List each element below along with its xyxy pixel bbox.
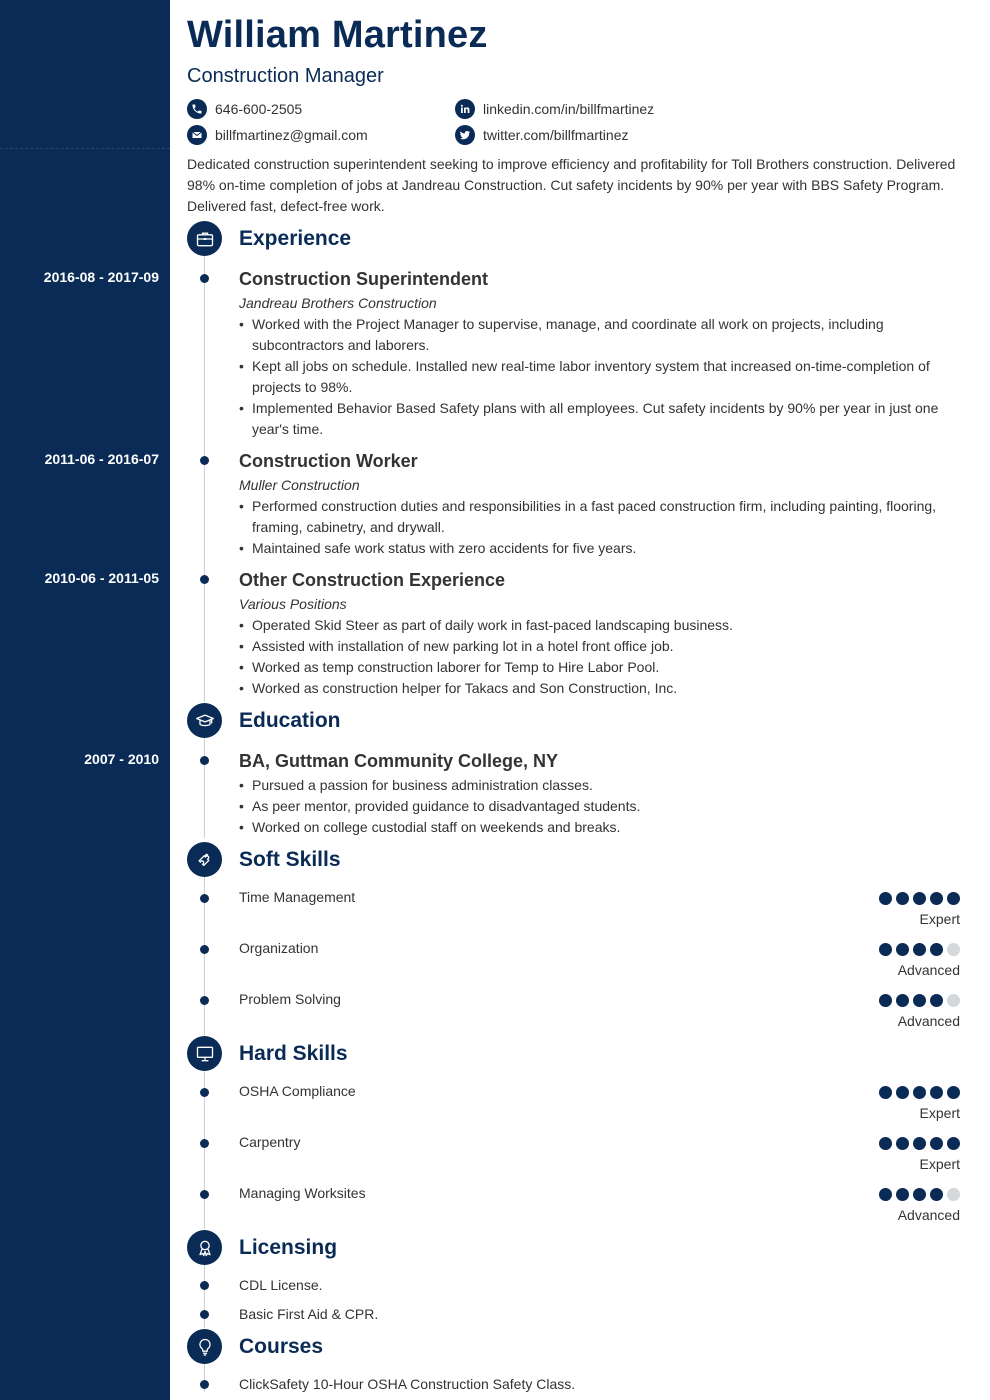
skill-name: Organization — [239, 940, 319, 956]
timeline-dot — [200, 274, 209, 283]
rating-dot-filled — [913, 994, 926, 1007]
entry-company-experience-3: Various Positions — [239, 596, 347, 612]
contact-email[interactable] — [187, 125, 368, 145]
rating-dot-filled — [913, 1086, 926, 1099]
skill-rating — [879, 994, 960, 1007]
entry-company-experience-1: Jandreau Brothers Construction — [239, 295, 437, 311]
rating-dot-filled — [930, 994, 943, 1007]
phone-icon — [187, 99, 207, 119]
twitter-icon — [455, 125, 475, 145]
contact-twitter[interactable] — [455, 125, 628, 145]
rating-dot-filled — [930, 1086, 943, 1099]
timeline-line — [204, 256, 205, 702]
rating-dot-filled — [896, 892, 909, 905]
rating-dot-filled — [913, 1188, 926, 1201]
monitor-icon — [187, 1036, 222, 1071]
list-item: • As peer mentor, provided guidance to disadvantaged students. — [239, 796, 959, 817]
rating-dot-filled — [896, 1188, 909, 1201]
entry-bullets-experience-3 — [239, 615, 959, 699]
briefcase-icon — [187, 221, 222, 256]
skill-name: Problem Solving — [239, 991, 341, 1007]
lightbulb-icon — [187, 1329, 222, 1364]
course-item: ClickSafety 10-Hour OSHA Construction Safety Class. — [239, 1376, 576, 1392]
date-education-1: 2007 - 2010 — [84, 751, 159, 767]
entry-title-experience-1: Construction Superintendent — [239, 269, 488, 289]
license-item: CDL License. — [239, 1277, 323, 1293]
rating-dot-filled — [879, 1086, 892, 1099]
rating-dot-filled — [947, 1137, 960, 1150]
timeline-dot — [200, 1190, 209, 1199]
contact-twitter-text: twitter.com/billfmartinez — [483, 127, 629, 143]
rating-dot-filled — [879, 943, 892, 956]
skill-level: Expert — [919, 1105, 960, 1121]
puzzle-icon — [187, 842, 222, 877]
skill-level: Expert — [919, 911, 960, 927]
skill-name: OSHA Compliance — [239, 1083, 356, 1099]
contact-phone-text: 646-600-2505 — [215, 101, 303, 117]
candidate-name: William Martinez — [187, 14, 488, 56]
sidebar — [0, 0, 170, 1400]
entry-bullets-education-1 — [239, 775, 959, 838]
contact-email-text: billfmartinez@gmail.com — [215, 127, 368, 143]
rating-dot-filled — [879, 1188, 892, 1201]
timeline-dot — [200, 1310, 209, 1319]
timeline-dot — [200, 456, 209, 465]
skill-rating — [879, 892, 960, 905]
list-item: • Assisted with installation of new parking lot in a hotel front office job. — [239, 636, 959, 657]
skill-rating — [879, 943, 960, 956]
list-item: • Performed construction duties and responsibilities in a fast paced construction firm, including painting, flooring, framing, cabinetry, and drywall. — [239, 496, 959, 538]
list-item: • Worked as temp construction laborer for Temp to Hire Labor Pool. — [239, 657, 959, 678]
rating-dot-filled — [879, 1137, 892, 1150]
rating-dot-filled — [896, 1086, 909, 1099]
entry-bullets-experience-1 — [239, 314, 959, 440]
list-item: • Maintained safe work status with zero accidents for five years. — [239, 538, 959, 559]
skill-level: Expert — [919, 1156, 960, 1172]
rating-dot-filled — [913, 943, 926, 956]
profile-summary: Dedicated construction superintendent seeking to improve efficiency and profitability for Toll Brothers construction. Delivered 98% on-time completion of jobs at Jandreau Construction. Cut safety incidents by 90% per year with BBS Safety Program. Delivered fast, defect-free work. — [187, 156, 956, 214]
rating-dot-filled — [947, 1086, 960, 1099]
timeline-dot — [200, 1139, 209, 1148]
license-item: Basic First Aid & CPR. — [239, 1306, 379, 1322]
entry-company-experience-2: Muller Construction — [239, 477, 360, 493]
timeline-dot — [200, 996, 209, 1005]
linkedin-icon — [455, 99, 475, 119]
timeline-dot — [200, 945, 209, 954]
date-experience-2: 2011-06 - 2016-07 — [44, 451, 159, 467]
rating-dot-filled — [930, 1137, 943, 1150]
list-item: • Operated Skid Steer as part of daily work in fast-paced landscaping business. — [239, 615, 959, 636]
rating-dot-empty — [947, 943, 960, 956]
timeline-dot — [200, 1088, 209, 1097]
rating-dot-filled — [930, 892, 943, 905]
rating-dot-filled — [879, 892, 892, 905]
rating-dot-filled — [896, 1137, 909, 1150]
rating-dot-filled — [879, 994, 892, 1007]
sidebar-divider — [0, 148, 170, 149]
entry-bullets-experience-2 — [239, 496, 959, 559]
timeline-dot — [200, 756, 209, 765]
rating-dot-filled — [896, 994, 909, 1007]
skill-name: Managing Worksites — [239, 1185, 366, 1201]
section-title-education: Education — [239, 709, 341, 732]
list-item: • Worked as construction helper for Takacs and Son Construction, Inc. — [239, 678, 959, 699]
rating-dot-filled — [913, 1137, 926, 1150]
ribbon-award-icon — [187, 1230, 222, 1265]
list-item: • Implemented Behavior Based Safety plans with all employees. Cut safety incidents by 90% per year in just one year's time. — [239, 398, 959, 440]
skill-name: Time Management — [239, 889, 356, 905]
rating-dot-filled — [913, 892, 926, 905]
skill-level: Advanced — [897, 962, 960, 978]
contact-linkedin[interactable] — [455, 99, 654, 119]
list-item: • Pursued a passion for business administration classes. — [239, 775, 959, 796]
timeline-dot — [200, 1380, 209, 1389]
skill-level: Advanced — [897, 1013, 960, 1029]
candidate-title: Construction Manager — [187, 65, 384, 87]
skill-level: Advanced — [897, 1207, 960, 1223]
rating-dot-filled — [896, 943, 909, 956]
timeline-dot — [200, 575, 209, 584]
section-title-soft-skills: Soft Skills — [239, 848, 341, 871]
section-title-experience: Experience — [239, 227, 352, 250]
date-experience-3: 2010-06 - 2011-05 — [44, 570, 159, 586]
contact-linkedin-text: linkedin.com/in/billfmartinez — [483, 101, 655, 117]
skill-rating — [879, 1086, 960, 1099]
rating-dot-empty — [947, 994, 960, 1007]
date-experience-1: 2016-08 - 2017-09 — [43, 269, 159, 285]
skill-rating — [879, 1137, 960, 1150]
section-title-courses: Courses — [239, 1335, 324, 1358]
entry-title-education-1: BA, Guttman Community College, NY — [239, 751, 559, 771]
graduation-cap-icon — [187, 703, 222, 738]
entry-title-experience-2: Construction Worker — [239, 451, 418, 471]
timeline-dot — [200, 1281, 209, 1290]
timeline-line — [204, 738, 205, 838]
section-title-hard-skills: Hard Skills — [239, 1042, 348, 1065]
timeline-dot — [200, 894, 209, 903]
contact-phone[interactable] — [187, 99, 302, 119]
email-icon — [187, 125, 207, 145]
list-item: • Worked with the Project Manager to supervise, manage, and coordinate all work on projects, including subcontractors and laborers. — [239, 314, 959, 356]
rating-dot-filled — [930, 943, 943, 956]
entry-title-experience-3: Other Construction Experience — [239, 570, 506, 590]
list-item: • Worked on college custodial staff on weekends and breaks. — [239, 817, 959, 838]
skill-name: Carpentry — [239, 1134, 301, 1150]
skill-rating — [879, 1188, 960, 1201]
rating-dot-filled — [947, 892, 960, 905]
section-title-licensing: Licensing — [239, 1236, 338, 1259]
rating-dot-empty — [947, 1188, 960, 1201]
rating-dot-filled — [930, 1188, 943, 1201]
list-item: • Kept all jobs on schedule. Installed new real-time labor inventory system that increased on-time-completion of projects to 98%. — [239, 356, 959, 398]
